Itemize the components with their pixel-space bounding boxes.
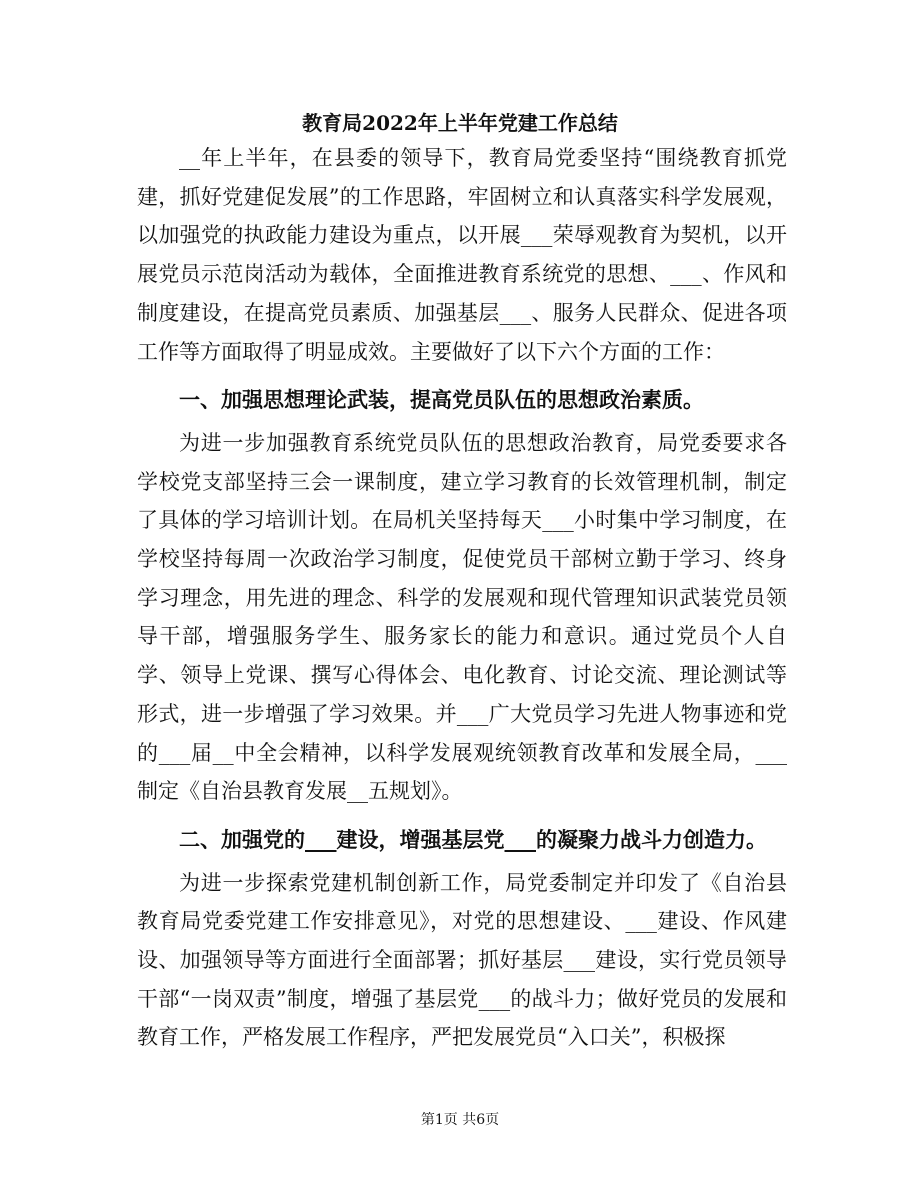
intro-paragraph: __年上半年，在县委的领导下，教育局党委坚持“围绕教育抓党建，抓好党建促发展”的工作思路，牢固树立和认真落实科学发展观，以加强党的执政能力建设为重点，以开展___荣辱观教育为契机，以开展党员示范岗活动为载体，全面推进教育系统党的思想、___、作风和制度建设，在提高党员素质、加强基层___、服务人民群众、促进各项工作等方面取得了明显成效。主要做好了以下六个方面的工作： [137,146,787,364]
section-heading-1: 一、加强思想理论武装，提高党员队伍的思想政治素质。 [179,387,704,413]
section-1-paragraph: 为进一步加强教育系统党员队伍的思想政治教育，局党委要求各学校党支部坚持三会一课制度，建立学习教育的长效管理机制，制定了具体的学习培训计划。在局机关坚持每天___小时集中学习制度，在学校坚持每周一次政治学习制度，促使党员干部树立勤于学习、终身学习理念，用先进的理念、科学的发展观和现代管理知识武装党员领导干部，增强服务学生、服务家长的能力和意识。通过党员个人自学、领导上党课、撰写心得体会、电化教育、讨论交流、理论测试等形式，进一步增强了学习效果。并___广大党员学习先进人物事迹和党的___届__中全会精神，以科学发展观统领教育改革和发展全局，___制定《自治县教育发展__五规划》。 [137,430,787,804]
page-number-footer: 第1页 共6页 [420,1112,500,1128]
document-body [137,139,787,1057]
section-heading-2: 二、加强党的___建设，增强基层党___的凝聚力战斗力创造力。 [179,826,767,852]
section-2-paragraph: 为进一步探索党建机制创新工作，局党委制定并印发了《自治县教育局党委党建工作安排意见》，对党的思想建设、___建设、作风建设、加强领导等方面进行全面部署；抓好基层___建设，实行党员领导干部“一岗双责”制度，增强了基层党___的战斗力；做好党员的发展和教育工作，严格发展工作程序，严把发展党员“入口关”，积极探 [137,870,787,1050]
document-title: 教育局2022年上半年党建工作总结 [302,111,618,135]
